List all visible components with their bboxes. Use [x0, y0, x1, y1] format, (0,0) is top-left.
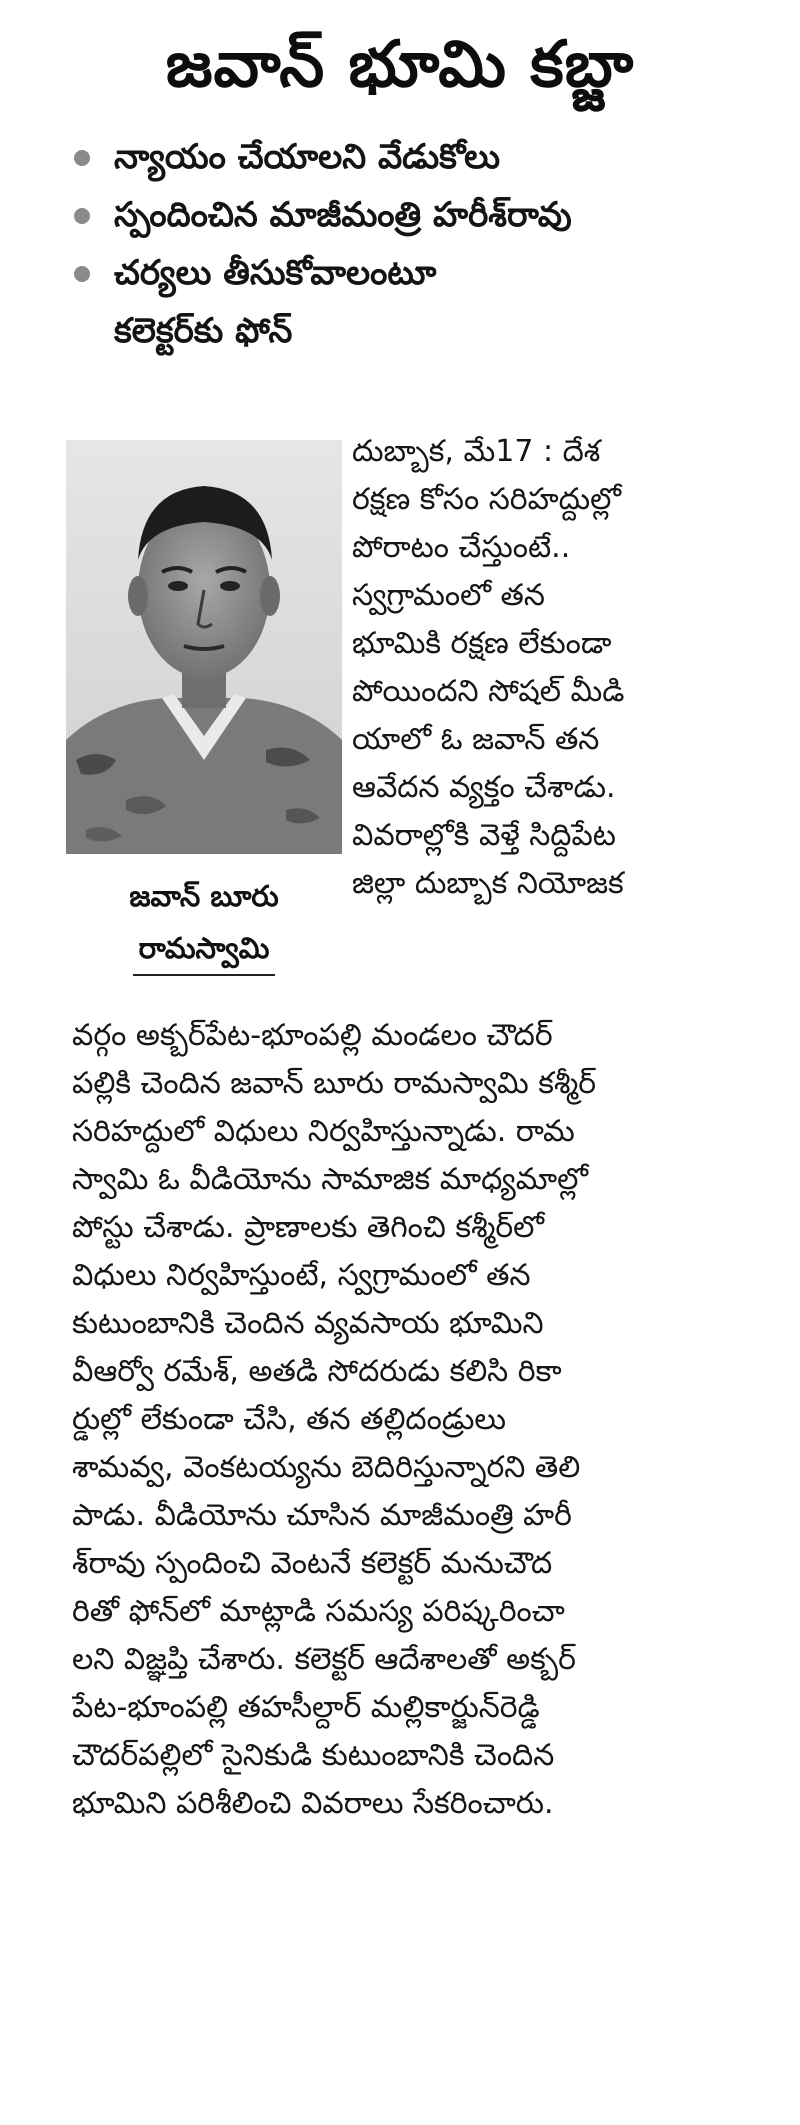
headline: జవాన్ భూమి కబ్జా [165, 28, 635, 102]
body-line: లని విజ్ఞప్తి చేశారు. కలెక్టర్ ఆదేశాలతో అక్బర్ [72, 1642, 576, 1677]
bullet-list [70, 128, 770, 360]
body-line: రక్షణ కోసం సరిహద్దుల్లో [352, 482, 622, 517]
body-line: శామవ్వ, వెంకటయ్యను బెదిరిస్తున్నారని తెలి [72, 1450, 581, 1485]
bullet-text: స్పందించిన మాజీమంత్రి హరీశ్‌రావు [114, 195, 572, 235]
bullet-text: చర్యలు తీసుకోవాలంటూ [114, 253, 437, 293]
caption-name-line1: జవాన్ బూరు [129, 879, 279, 913]
body-line: రితో ఫోన్‌లో మాట్లాడి సమస్య పరిష్కరించా [72, 1594, 565, 1629]
body-line: శ్‌రావు స్పందించి వెంటనే కలెక్టర్ మనుచౌద [72, 1546, 553, 1581]
jawan-photo [66, 440, 342, 854]
body-line: వీఆర్వో రమేశ్, అతడి సోదరుడు కలిసి రికా [72, 1354, 562, 1389]
body-line: చౌదర్‌పల్లిలో సైనికుడి కుటుంబానికి చెందిన [72, 1738, 555, 1773]
article-body-side-column [352, 428, 744, 908]
bullet-dot-icon [74, 208, 90, 224]
bullet-item [70, 186, 770, 244]
body-line: కుటుంబానికి చెందిన వ్యవసాయ భూమిని [72, 1306, 544, 1341]
body-line: విధులు నిర్వహిస్తుంటే, స్వగ్రామంలో తన [72, 1258, 531, 1293]
body-line: భూమికి రక్షణ లేకుండా [352, 626, 612, 661]
body-line: పల్లికి చెందిన జవాన్ బూరు రామస్వామి కశ్మీర్ [72, 1066, 597, 1101]
body-line: పోయిందని సోషల్ మీడి [352, 674, 625, 709]
bullet-text-continuation: కలెక్టర్‌కు ఫోన్ [114, 311, 293, 351]
body-line: పోరాటం చేస్తుంటే.. [352, 530, 571, 565]
bullet-text: న్యాయం చేయాలని వేడుకోలు [114, 137, 501, 177]
body-line: పేట-భూంపల్లి తహసీల్దార్ మల్లికార్జున్‌రెడ్డి [72, 1690, 540, 1725]
body-line: దుబ్బాక, మే17 : దేశ [352, 434, 601, 469]
portrait-image [66, 440, 342, 854]
body-line: భూమిని పరిశీలించి వివరాలు సేకరించారు. [72, 1786, 554, 1821]
body-line: యాలో ఓ జవాన్ తన [352, 722, 600, 757]
photo-block [66, 440, 342, 976]
body-line: పాడు. వీడియోను చూసిన మాజీమంత్రి హరీ [72, 1498, 572, 1533]
bullet-dot-icon [74, 150, 90, 166]
body-line: జిల్లా దుబ్బాక నియోజక [352, 866, 624, 901]
caption-name-line2: రామస్వామి [133, 922, 276, 976]
body-line: సరిహద్దులో విధులు నిర్వహిస్తున్నాడు. రామ [72, 1114, 575, 1149]
bullet-item [70, 244, 770, 360]
article-body-full-column [72, 1012, 752, 1828]
bullet-dot-icon [74, 266, 90, 282]
body-line: ఆవేదన వ్యక్తం చేశాడు. [352, 770, 616, 805]
body-line: స్వగ్రామంలో తన [352, 578, 545, 613]
body-line: ర్డుల్లో లేకుండా చేసి, తన తల్లిదండ్రులు [72, 1402, 507, 1437]
body-line: వివరాల్లోకి వెళ్తే సిద్దిపేట [352, 818, 616, 853]
body-line: స్వామి ఓ వీడియోను సామాజిక మాధ్యమాల్లో [72, 1162, 589, 1197]
body-line: పోస్టు చేశాడు. ప్రాణాలకు తెగించి కశ్మీర్‌లో [72, 1210, 545, 1245]
body-line: వర్గం అక్బర్‌పేట-భూంపల్లి మండలం చౌదర్ [72, 1018, 553, 1053]
bullet-item [70, 128, 770, 186]
photo-caption [66, 870, 342, 976]
